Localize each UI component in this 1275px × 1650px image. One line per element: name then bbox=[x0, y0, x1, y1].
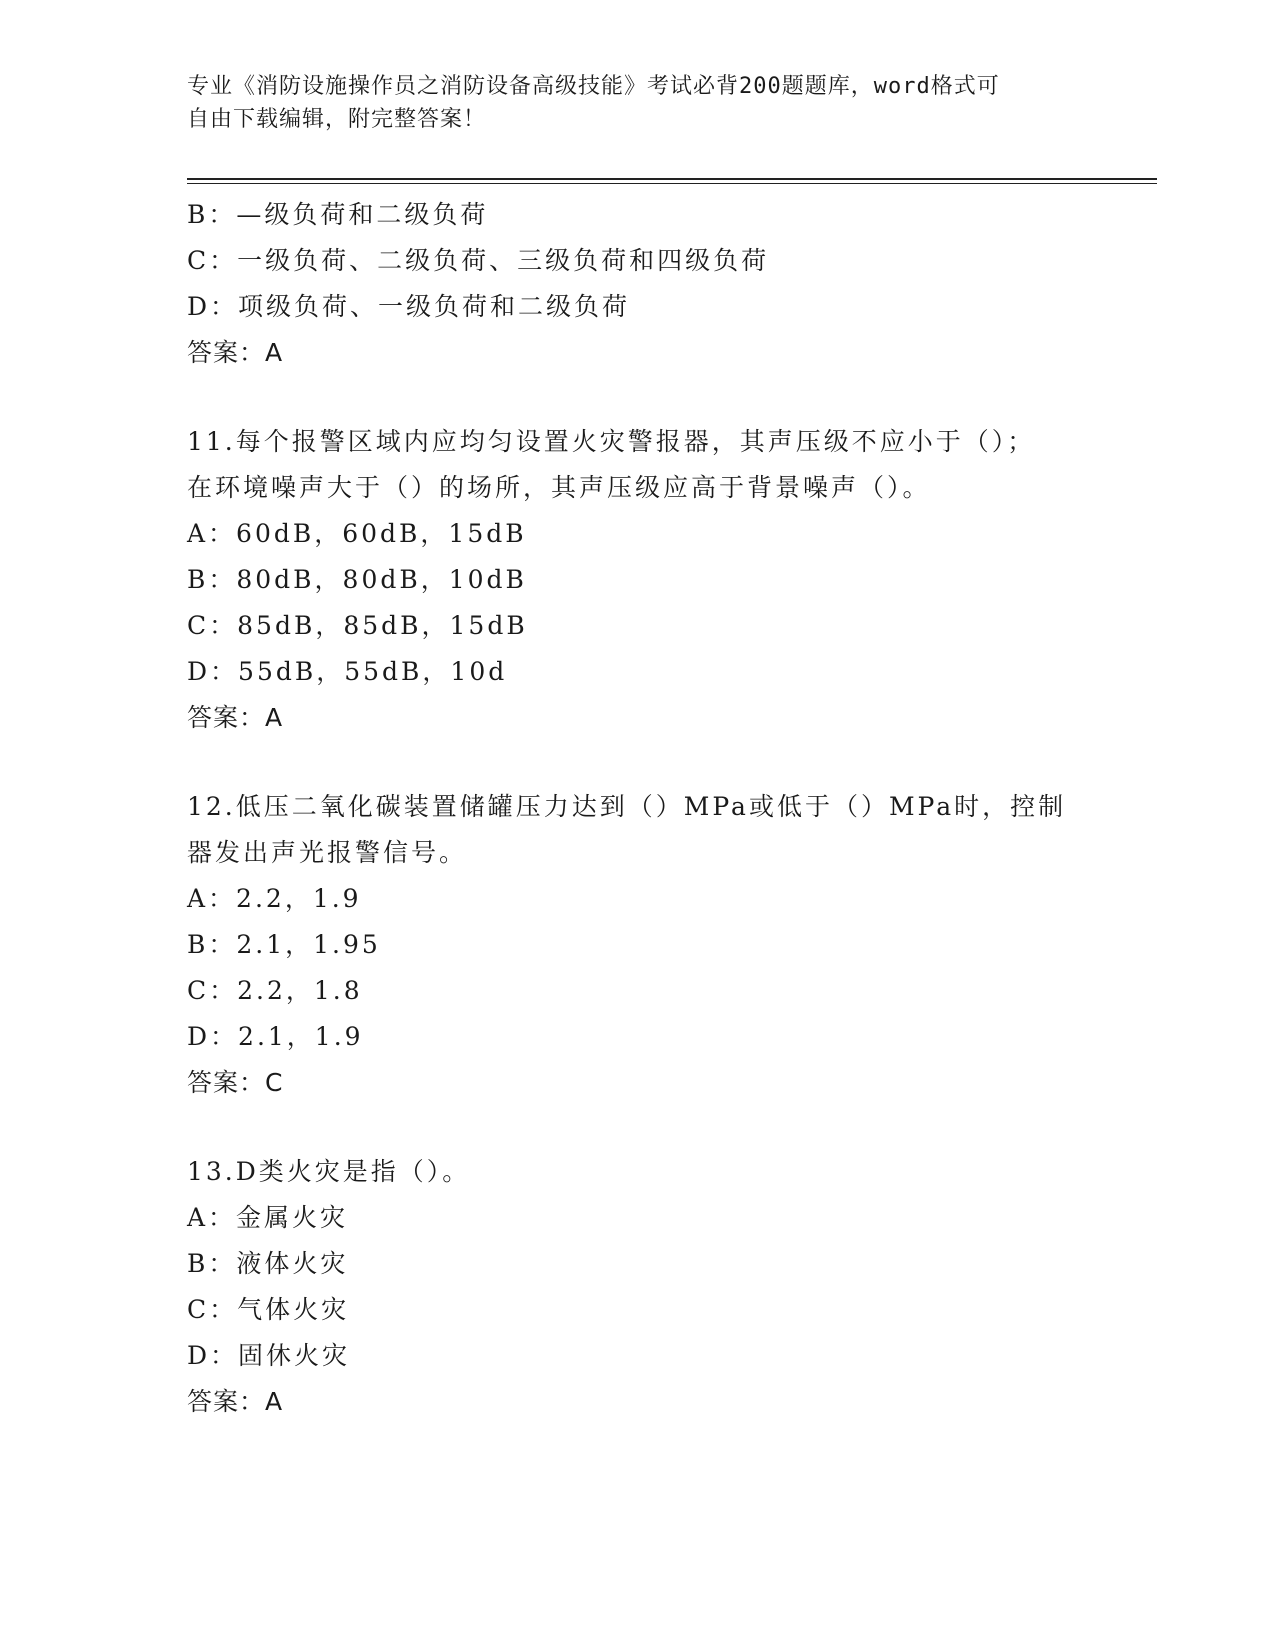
header-divider-thin bbox=[187, 183, 1157, 184]
answer: 答案：C bbox=[187, 1068, 284, 1097]
option-a: A：金属火灾 bbox=[187, 1203, 349, 1232]
question-stem-line-2: 器发出声光报警信号。 bbox=[187, 838, 468, 867]
option-b: B：80dB，80dB，10dB bbox=[187, 565, 527, 594]
option-b: B：液体火灾 bbox=[187, 1249, 349, 1278]
answer: 答案：A bbox=[187, 703, 284, 732]
spacer bbox=[187, 741, 1087, 784]
answer: 答案：A bbox=[187, 1387, 284, 1416]
option-d: D：项级负荷、一级负荷和二级负荷 bbox=[187, 292, 631, 321]
question-stem-line-2: 在环境噪声大于（）的场所，其声压级应高于背景噪声（）。 bbox=[187, 473, 931, 502]
option-b: B：—级负荷和二级负荷 bbox=[187, 200, 489, 229]
option-a: A：2.2，1.9 bbox=[187, 884, 362, 913]
question-10 bbox=[187, 192, 1087, 376]
question-12 bbox=[187, 784, 1087, 1106]
question-list bbox=[187, 192, 1087, 1425]
option-c: C：2.2，1.8 bbox=[187, 976, 363, 1005]
question-stem-line-1: 12.低压二氧化碳装置储罐压力达到（）MPa或低于（）MPa时，控制 bbox=[187, 792, 1067, 821]
header-divider-thick bbox=[187, 178, 1157, 180]
header-line-2: 自由下载编辑，附完整答案！ bbox=[187, 107, 487, 132]
answer: 答案：A bbox=[187, 338, 284, 367]
question-13 bbox=[187, 1149, 1087, 1425]
option-d: D：55dB，55dB，10d bbox=[187, 657, 508, 686]
question-11 bbox=[187, 419, 1087, 741]
option-c: C：一级负荷、二级负荷、三级负荷和四级负荷 bbox=[187, 246, 770, 275]
option-c: C：85dB，85dB，15dB bbox=[187, 611, 528, 640]
option-a: A：60dB，60dB，15dB bbox=[187, 519, 527, 548]
option-d: D：固休火灾 bbox=[187, 1341, 351, 1370]
question-stem-line-1: 13.D类火灾是指（）。 bbox=[187, 1157, 471, 1186]
document-header bbox=[187, 70, 1087, 136]
question-stem-line-1: 11.每个报警区域内应均匀设置火灾警报器，其声压级不应小于（）； bbox=[187, 427, 1036, 456]
header-line-1: 专业《消防设施操作员之消防设备高级技能》考试必背200题题库，word格式可 bbox=[187, 74, 1000, 99]
spacer bbox=[187, 1106, 1087, 1149]
spacer bbox=[187, 376, 1087, 419]
option-c: C：气体火灾 bbox=[187, 1295, 350, 1324]
option-b: B：2.1，1.95 bbox=[187, 930, 381, 959]
option-d: D：2.1，1.9 bbox=[187, 1022, 364, 1051]
